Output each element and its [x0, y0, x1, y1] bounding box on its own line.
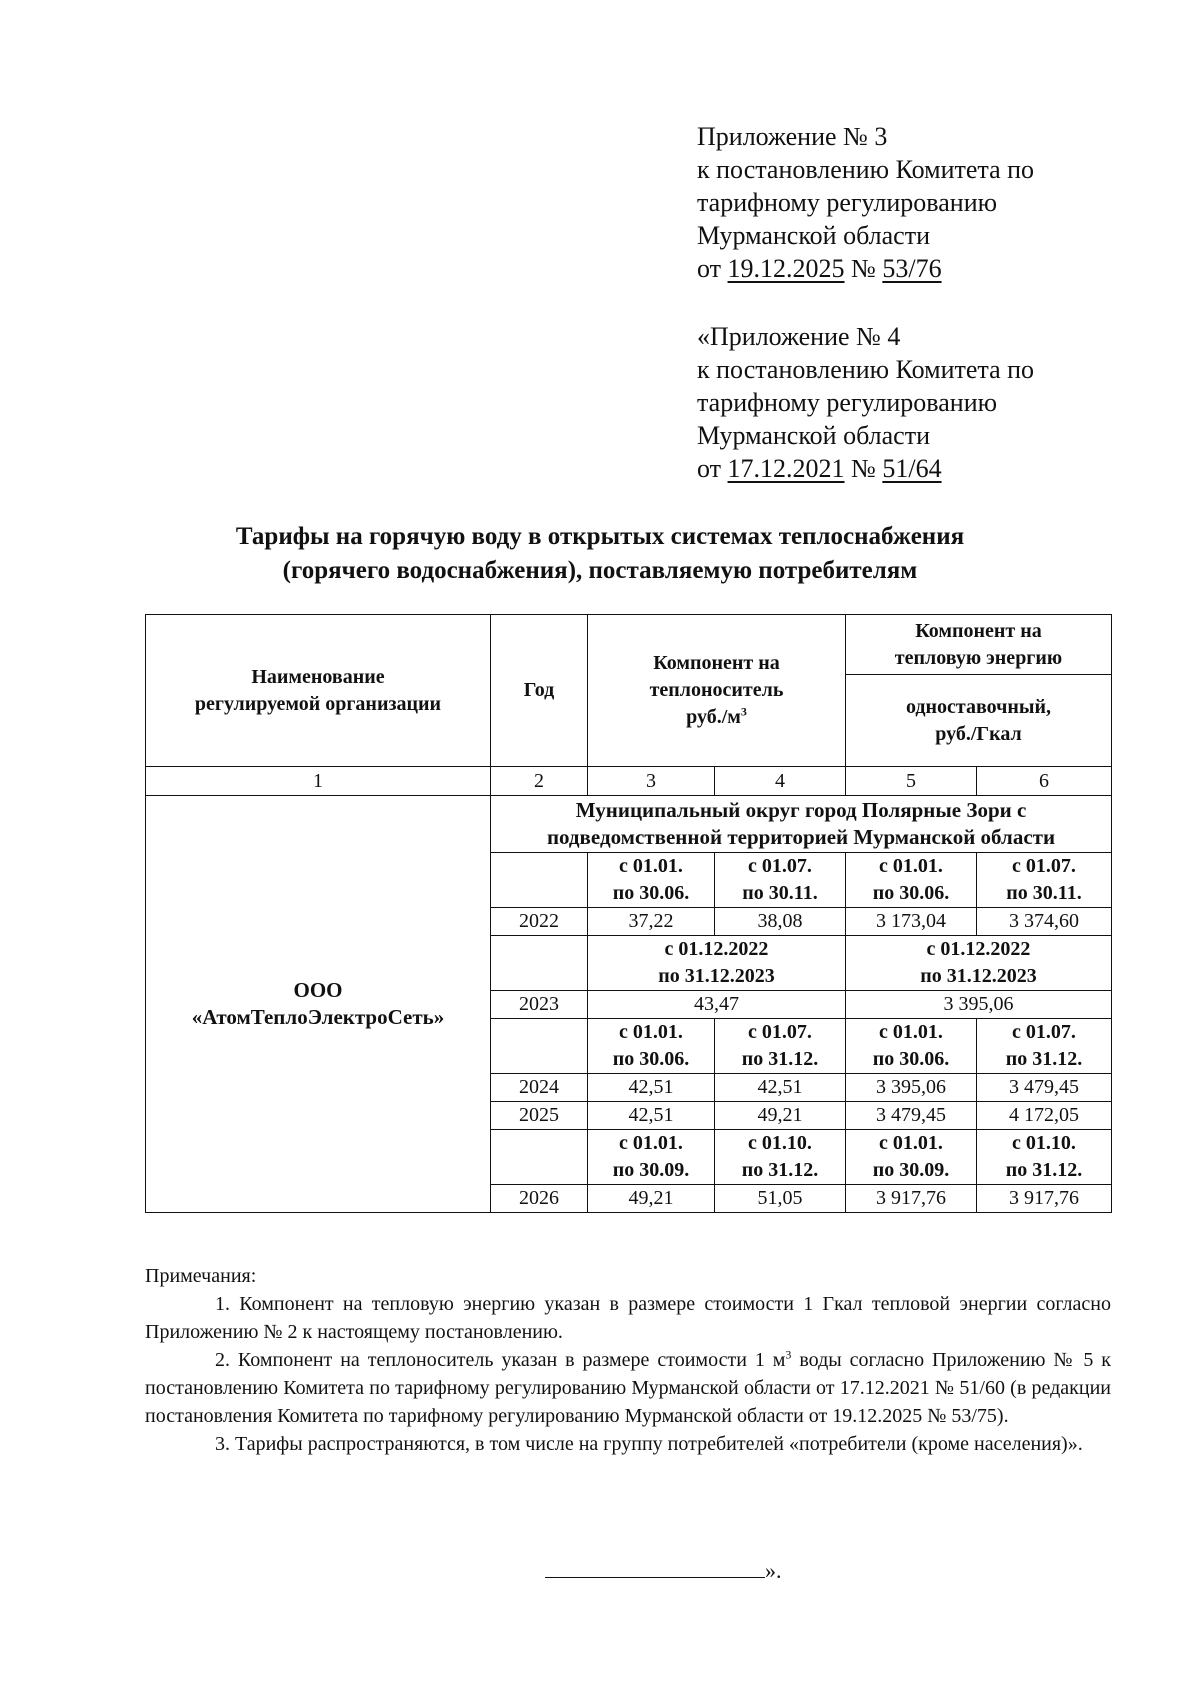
- value-cell: 38,08: [715, 908, 846, 936]
- appendix-4-date: 17.12.2021: [727, 454, 845, 483]
- tariff-table: [145, 614, 1112, 1213]
- appendix-3-line1: Приложение № 3: [697, 122, 888, 151]
- column-number: 6: [977, 767, 1112, 796]
- period-cell: [846, 1019, 977, 1074]
- closing-rule: [545, 1559, 765, 1578]
- period-to: по 30.06.: [872, 1048, 950, 1070]
- year-cell: 2024: [491, 1074, 588, 1102]
- year-cell: 2022: [491, 908, 588, 936]
- header-carrier-unit-sup: 3: [740, 704, 747, 719]
- value-cell: 3 395,06: [846, 991, 1112, 1019]
- appendix-4-header: [697, 320, 1034, 485]
- org-name-line2: «АтомТеплоЭлектроСеть»: [191, 1005, 445, 1029]
- period-from: с 01.10.: [748, 1132, 812, 1154]
- period-to: по 30.06.: [612, 882, 690, 904]
- appendix-4-line2: к постановлению Комитета по: [697, 355, 1035, 384]
- period-to: по 30.11.: [1006, 882, 1082, 904]
- appendix-3-line4: Мурманской области: [697, 221, 930, 250]
- appendix-4-line3: тарифному регулированию: [697, 388, 998, 417]
- value-cell: 42,51: [588, 1074, 715, 1102]
- appendix-4-date-line: [697, 452, 1034, 485]
- org-name-cell: [146, 796, 491, 1213]
- period-from: с 01.01.: [619, 1021, 683, 1043]
- header-org-line1: Наименование: [251, 665, 385, 688]
- note-1: 1. Компонент на тепловую энергию указан в размере стоимости 1 Гкал тепловой энергии согласно Приложению № 2 к настоящему постановлению.: [145, 1293, 1111, 1343]
- note-2-sup: 3: [785, 1347, 792, 1362]
- appendix-3-line3: тарифному регулированию: [697, 188, 998, 217]
- value-cell: 51,05: [715, 1185, 846, 1213]
- value-cell: 3 173,04: [846, 908, 977, 936]
- period-to: по 31.12.: [1005, 1159, 1083, 1181]
- header-carrier-unit: [590, 704, 843, 731]
- period-cell: [588, 1019, 715, 1074]
- appendix-4-number: 51/64: [882, 454, 942, 483]
- period-from: с 01.07.: [1012, 855, 1076, 877]
- value-cell: 3 479,45: [977, 1074, 1112, 1102]
- notes-section: [145, 1262, 1111, 1458]
- header-carrier-unit-text: руб./м: [686, 706, 741, 728]
- header-org: [146, 615, 491, 767]
- year-cell-empty: [491, 1130, 588, 1185]
- region-line1: Муниципальный округ город Полярные Зори с: [575, 798, 1027, 822]
- period-to: по 30.06.: [612, 1048, 690, 1070]
- year-cell-empty: [491, 853, 588, 908]
- value-cell: 49,21: [715, 1102, 846, 1130]
- header-energy: [846, 615, 1112, 675]
- period-to: по 30.11.: [742, 882, 818, 904]
- column-number: 5: [846, 767, 977, 796]
- period-from: с 01.01.: [619, 855, 683, 877]
- year-cell: 2023: [491, 991, 588, 1019]
- period-cell: [977, 853, 1112, 908]
- period-from: с 01.01.: [619, 1132, 683, 1154]
- note-3: 3. Тарифы распространяются, в том числе на группу потребителей «потребители (кроме населения)».: [215, 1433, 1083, 1455]
- period-cell: [715, 1130, 846, 1185]
- period-to: по 31.12.2023: [658, 965, 775, 987]
- period-from: с 01.10.: [1012, 1132, 1076, 1154]
- period-cell: [977, 1130, 1112, 1185]
- org-name-line1: ООО: [293, 978, 343, 1002]
- value-cell: 37,22: [588, 908, 715, 936]
- header-carrier-line2: теплоноситель: [649, 679, 784, 701]
- appendix-4-date-prefix: от: [697, 454, 728, 483]
- closing-quote: ».: [765, 1558, 782, 1583]
- period-cell: [715, 853, 846, 908]
- column-number: 3: [588, 767, 715, 796]
- period-cell: [588, 936, 846, 991]
- appendix-3-line2: к постановлению Комитета по: [697, 155, 1035, 184]
- appendix-3-date-line: [697, 252, 1034, 285]
- title-line2: (горячего водоснабжения), поставляемую потребителям: [282, 557, 918, 584]
- period-cell: [977, 1019, 1112, 1074]
- period-cell: [846, 853, 977, 908]
- note-2-part1: 2. Компонент на теплоноситель указан в размере стоимости 1 м: [215, 1349, 786, 1371]
- region-line2: подведомственной территорией Мурманской области: [546, 825, 1056, 849]
- value-cell: 3 479,45: [846, 1102, 977, 1130]
- appendix-3-date-prefix: от: [697, 254, 728, 283]
- note-2-part2: воды согласно Приложению № 5 к постановлению Комитета по тарифному регулированию Мурманской области от 17.12.2021 № 51/60 (в редакции постановления Комитета по тарифному регулированию Мурманской области от 19.12.2025 № 53/75).: [145, 1349, 1111, 1427]
- appendix-3-header: [697, 120, 1034, 285]
- period-to: по 31.12.2023: [920, 965, 1037, 987]
- value-cell: 49,21: [588, 1185, 715, 1213]
- notes-heading: Примечания:: [145, 1265, 257, 1287]
- header-energy-line1: Компонент на: [915, 619, 1042, 642]
- column-number: 2: [491, 767, 588, 796]
- appendix-4-line1: «Приложение № 4: [697, 322, 901, 351]
- year-cell: 2025: [491, 1102, 588, 1130]
- column-number: 4: [715, 767, 846, 796]
- value-cell: 42,51: [588, 1102, 715, 1130]
- appendix-3-number-prefix: №: [844, 254, 883, 283]
- region-header: [491, 796, 1112, 853]
- period-to: по 31.12.: [741, 1159, 819, 1181]
- header-energy-line2: тепловую энергию: [894, 646, 1063, 669]
- period-to: по 31.12.: [1005, 1048, 1083, 1070]
- period-cell: [846, 1130, 977, 1185]
- period-from: с 01.07.: [748, 1021, 812, 1043]
- period-to: по 31.12.: [741, 1048, 819, 1070]
- period-from: с 01.01.: [879, 1021, 943, 1043]
- value-cell: 43,47: [588, 991, 846, 1019]
- period-to: по 30.09.: [872, 1159, 950, 1181]
- column-number: 1: [146, 767, 491, 796]
- period-cell: [588, 853, 715, 908]
- period-from: с 01.07.: [1012, 1021, 1076, 1043]
- note-2: [145, 1346, 1111, 1430]
- period-from: с 01.07.: [748, 855, 812, 877]
- closing-mark: [545, 1558, 782, 1584]
- document-title: [140, 520, 1060, 588]
- appendix-4-line4: Мурманской области: [697, 421, 930, 450]
- header-energy-sub-line1: одноставочный,: [905, 695, 1052, 718]
- year-cell: 2026: [491, 1185, 588, 1213]
- period-to: по 30.09.: [612, 1159, 690, 1181]
- appendix-4-number-prefix: №: [844, 454, 883, 483]
- value-cell: 4 172,05: [977, 1102, 1112, 1130]
- value-cell: 3 917,76: [977, 1185, 1112, 1213]
- period-from: с 01.01.: [879, 1132, 943, 1154]
- year-cell-empty: [491, 1019, 588, 1074]
- header-year: Год: [491, 615, 588, 767]
- period-cell: [715, 1019, 846, 1074]
- period-cell: [588, 1130, 715, 1185]
- period-from: с 01.01.: [879, 855, 943, 877]
- header-carrier: [588, 615, 846, 767]
- header-energy-sub-line2: руб./Гкал: [935, 722, 1022, 745]
- header-carrier-line1: Компонент на: [653, 652, 780, 674]
- header-energy-sub: [846, 675, 1112, 767]
- appendix-3-date: 19.12.2025: [727, 254, 845, 283]
- period-to: по 30.06.: [872, 882, 950, 904]
- header-org-line2: регулируемой организации: [194, 692, 442, 715]
- period-from: с 01.12.2022: [926, 938, 1031, 960]
- value-cell: 3 917,76: [846, 1185, 977, 1213]
- title-line1: Тарифы на горячую воду в открытых системах теплоснабжения: [235, 523, 965, 550]
- value-cell: 3 395,06: [846, 1074, 977, 1102]
- appendix-3-number: 53/76: [882, 254, 942, 283]
- period-cell: [846, 936, 1112, 991]
- year-cell-empty: [491, 936, 588, 991]
- value-cell: 42,51: [715, 1074, 846, 1102]
- period-from: с 01.12.2022: [664, 938, 769, 960]
- value-cell: 3 374,60: [977, 908, 1112, 936]
